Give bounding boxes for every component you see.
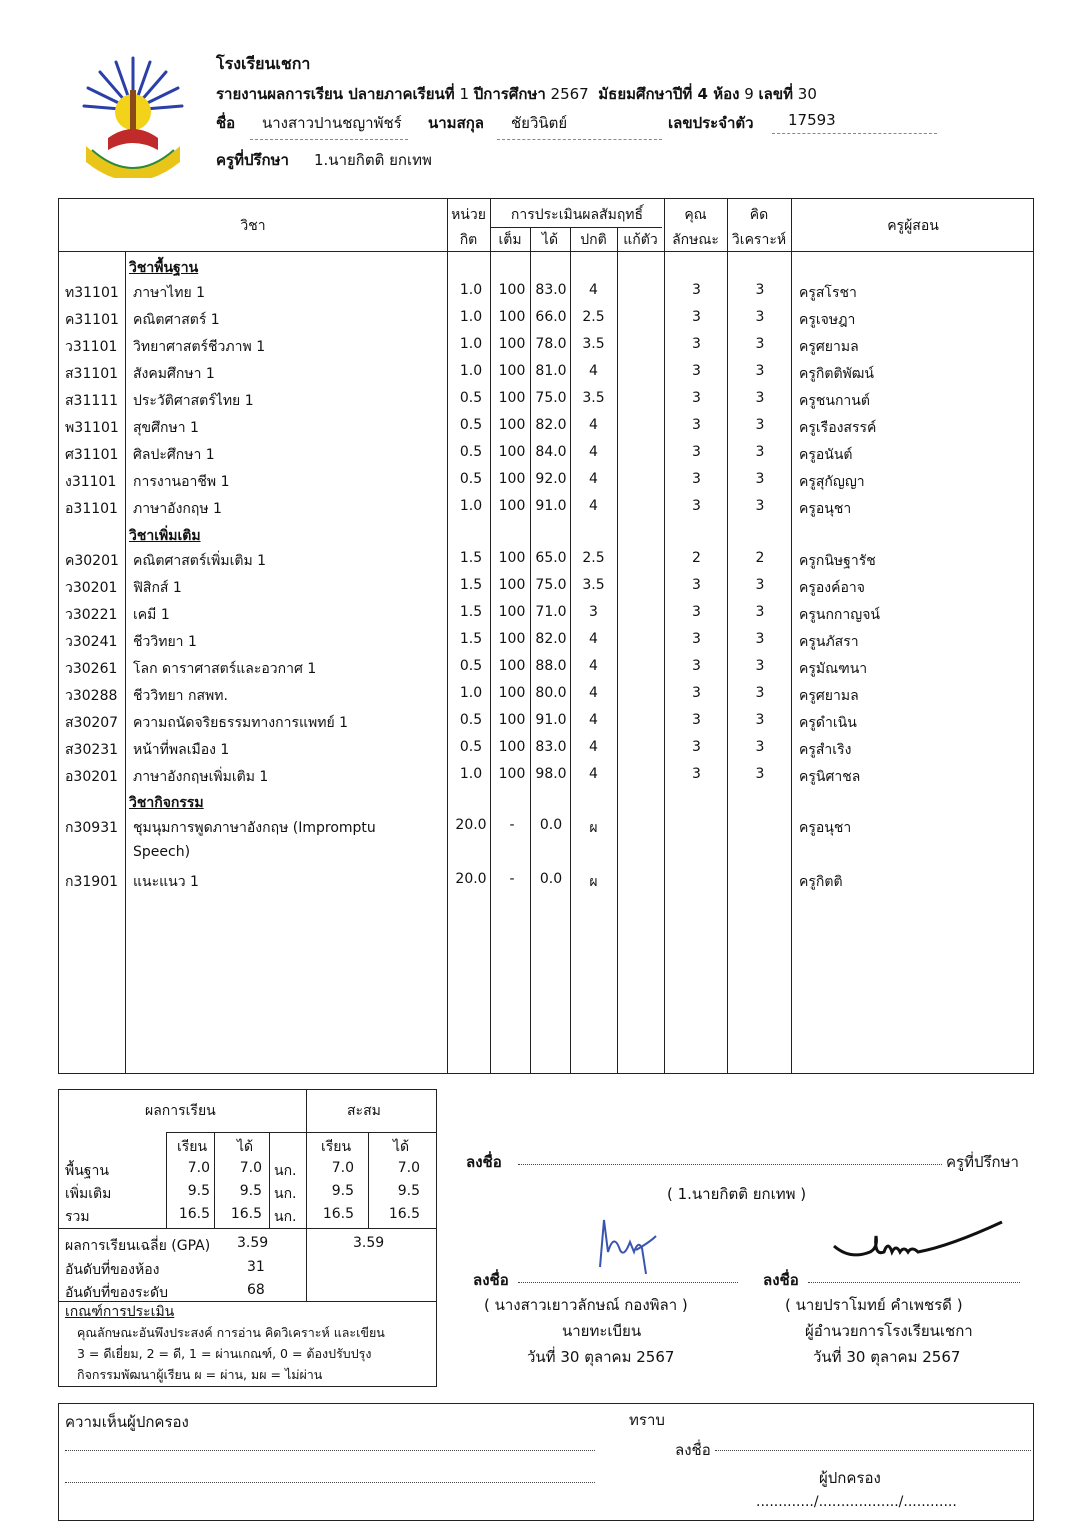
table-row	[59, 736, 1035, 763]
cell-got: 78.0	[535, 336, 567, 352]
cell-normal: 4	[589, 631, 598, 647]
got-label: ได้	[237, 1139, 254, 1155]
cell-credit: 1.5	[459, 631, 483, 647]
cell-credit: 1.5	[459, 550, 483, 566]
cell-teacher: ครูนิศาชล	[799, 769, 861, 785]
section-activity: วิชากิจกรรม	[129, 795, 204, 811]
cell-anal: 3	[755, 282, 765, 298]
header-char-1: คุณ	[684, 207, 707, 223]
total-label: รวม	[65, 1209, 90, 1225]
student-name: นางสาวปานชญาพัชร์	[250, 111, 408, 140]
cell-char: 3	[692, 631, 701, 647]
cell-got: 81.0	[535, 363, 567, 379]
cell-name: คณิตศาสตร์เพิ่มเติม 1	[133, 553, 267, 569]
id-label: เลขประจำตัว	[668, 114, 754, 132]
cell-teacher: ครูมัณฑนา	[799, 661, 868, 677]
header-credit-1: หน่วย	[451, 207, 486, 223]
cell-anal: 3	[755, 309, 765, 325]
rank-room-value: 31	[247, 1259, 265, 1275]
cum-study-label: เรียน	[321, 1139, 352, 1155]
cell-full: 100	[498, 685, 526, 701]
table-row	[59, 360, 1035, 387]
student-number: 30	[797, 85, 817, 103]
criteria-label: เกณฑ์การประเมิน	[65, 1304, 175, 1320]
cell-full: 100	[498, 577, 526, 593]
cell-anal: 3	[755, 604, 765, 620]
cell-full: 100	[498, 390, 526, 406]
cell-got: 0.0	[539, 871, 563, 887]
cell-char: 3	[692, 309, 701, 325]
cell-full: 100	[498, 336, 526, 352]
header-teacher: ครูผู้สอน	[887, 218, 939, 234]
table-row	[59, 814, 1035, 860]
cell-teacher: ครูอนุชา	[799, 501, 852, 517]
cell-credit: 1.0	[459, 336, 483, 352]
cell-credit: 20.0	[455, 871, 487, 887]
cum-gpa-value: 3.59	[353, 1235, 385, 1251]
advisor-name: 1.นายกิตติ ยกเทพ	[314, 151, 432, 169]
cell-got: 66.0	[535, 309, 567, 325]
registrar-signature	[590, 1212, 670, 1282]
cell-normal: 4	[589, 712, 598, 728]
student-surname: ชัยวินิตย์	[497, 111, 662, 140]
cell-anal: 3	[755, 766, 765, 782]
cell-char: 3	[692, 766, 701, 782]
table-row	[59, 601, 1035, 628]
report-title: รายงานผลการเรียน ปลายภาคเรียนที่	[216, 85, 455, 103]
cell-normal: 2.5	[582, 550, 605, 566]
basic-cum-study: 7.0	[331, 1160, 354, 1176]
cell-anal: 3	[755, 363, 765, 379]
cell-normal: 2.5	[582, 309, 605, 325]
basic-unit: นก.	[274, 1163, 297, 1179]
semester: 1	[459, 85, 469, 103]
grade-label: มัธยมศึกษาปีที่ 4 ห้อง	[598, 85, 740, 103]
cell-name: แนะแนว 1	[133, 874, 199, 890]
cell-full: 100	[498, 498, 526, 514]
cell-teacher: ครูสำเริง	[799, 742, 852, 758]
parent-sign-label: ลงชื่อ	[675, 1441, 711, 1459]
table-row	[59, 387, 1035, 414]
parent-date: ............./................../............	[756, 1494, 957, 1510]
cell-normal: ผ	[589, 820, 598, 836]
parent-box	[58, 1403, 1034, 1521]
cell-got: 98.0	[535, 766, 567, 782]
parent-opinion-label: ความเห็นผู้ปกครอง	[65, 1413, 189, 1431]
cell-got: 0.0	[539, 817, 563, 833]
section-basic: วิชาพื้นฐาน	[129, 260, 199, 276]
school-name: โรงเรียนเชกา	[216, 54, 311, 73]
cell-anal: 3	[755, 658, 765, 674]
cell-name: ภาษาอังกฤษ 1	[133, 501, 222, 517]
cell-credit: 1.0	[459, 363, 483, 379]
cell-got: 84.0	[535, 444, 567, 460]
cell-credit: 20.0	[455, 817, 487, 833]
rank-level-value: 68	[247, 1282, 265, 1298]
cell-code: ก31901	[65, 874, 119, 890]
cell-credit: 0.5	[459, 658, 483, 674]
cell-code: ว30241	[65, 634, 118, 650]
cell-normal: 4	[589, 658, 598, 674]
cell-normal: 3.5	[582, 390, 605, 406]
header-full: เต็ม	[498, 232, 522, 248]
cell-teacher: ครูศยามล	[799, 688, 859, 704]
school-logo	[78, 50, 188, 178]
table-row	[59, 574, 1035, 601]
cell-name: โลก ดาราศาสตร์และอวกาศ 1	[133, 661, 317, 677]
cell-anal: 3	[755, 498, 765, 514]
cell-char: 3	[692, 417, 701, 433]
cell-code: อ30201	[65, 769, 118, 785]
cell-credit: 0.5	[459, 390, 483, 406]
cell-got: 88.0	[535, 658, 567, 674]
cell-name: ฟิสิกส์ 1	[133, 580, 182, 596]
total-study: 16.5	[178, 1206, 210, 1222]
cell-normal: 3.5	[582, 336, 605, 352]
cell-full: 100	[498, 309, 526, 325]
cell-got: 83.0	[535, 282, 567, 298]
header-assessment: การประเมินผลสัมฤทธิ์	[510, 207, 644, 223]
cell-code: ส31101	[65, 366, 119, 382]
additional-cum-study: 9.5	[331, 1183, 354, 1199]
parent-role: ผู้ปกครอง	[819, 1469, 881, 1487]
cell-full: 100	[498, 417, 526, 433]
cell-teacher: ครูอนันต์	[799, 447, 853, 463]
cell-normal: 4	[589, 498, 598, 514]
table-row	[59, 868, 1035, 895]
table-row	[59, 414, 1035, 441]
cell-credit: 0.5	[459, 712, 483, 728]
cell-anal: 3	[755, 739, 765, 755]
cell-char: 3	[692, 390, 701, 406]
cell-got: 83.0	[535, 739, 567, 755]
table-row	[59, 468, 1035, 495]
cell-char: 3	[692, 336, 701, 352]
cell-got: 92.0	[535, 471, 567, 487]
cell-char: 3	[692, 658, 701, 674]
cell-credit: 0.5	[459, 471, 483, 487]
additional-got: 9.5	[239, 1183, 262, 1199]
table-row	[59, 495, 1035, 522]
cell-normal: 4	[589, 766, 598, 782]
cell-char: 3	[692, 282, 701, 298]
cell-full: 100	[498, 631, 526, 647]
table-row	[59, 547, 1035, 574]
cell-anal: 3	[755, 444, 765, 460]
cell-teacher: ครูกิตติพัฒน์	[799, 366, 874, 382]
year-label: ปีการศึกษา	[473, 85, 546, 103]
registrar-date: วันที่ 30 ตุลาคม 2567	[527, 1348, 675, 1366]
director-sign-line	[808, 1282, 1020, 1283]
cell-name: วิทยาศาสตร์ชีวภาพ 1	[133, 339, 266, 355]
cell-code: ส30207	[65, 715, 119, 731]
cell-char: 2	[692, 550, 701, 566]
cell-char: 3	[692, 471, 701, 487]
cell-normal: 4	[589, 471, 598, 487]
cell-code: ท31101	[65, 285, 119, 301]
cell-credit: 1.5	[459, 577, 483, 593]
cell-anal: 3	[755, 685, 765, 701]
cum-got-label: ได้	[393, 1139, 410, 1155]
cell-teacher: ครูชนกานต์	[799, 393, 870, 409]
report-title-line	[216, 82, 817, 106]
basic-cum-got: 7.0	[397, 1160, 420, 1176]
cell-code: ง31101	[65, 474, 117, 490]
cell-teacher: ครูอนุชา	[799, 820, 852, 836]
cell-normal: 3.5	[582, 577, 605, 593]
cell-full: -	[509, 871, 515, 887]
gpa-label: ผลการเรียนเฉลี่ย (GPA)	[65, 1238, 211, 1254]
cell-name: ภาษาไทย 1	[133, 285, 206, 301]
cell-anal: 2	[755, 550, 765, 566]
cell-name: ศิลปะศึกษา 1	[133, 447, 215, 463]
cell-code: ก30931	[65, 820, 119, 836]
cell-got: 82.0	[535, 631, 567, 647]
cell-full: 100	[498, 604, 526, 620]
cell-code: ว30288	[65, 688, 118, 704]
cell-char: 3	[692, 739, 701, 755]
cell-code: ว30221	[65, 607, 118, 623]
cell-normal: 4	[589, 444, 598, 460]
director-sign-label: ลงชื่อ	[763, 1271, 799, 1289]
cell-anal: 3	[755, 336, 765, 352]
total-cum-study: 16.5	[322, 1206, 354, 1222]
cell-got: 71.0	[535, 604, 567, 620]
cell-teacher: ครูองค์อาจ	[799, 580, 865, 596]
table-row	[59, 306, 1035, 333]
parent-sign-line[interactable]	[715, 1450, 1031, 1451]
table-row	[59, 333, 1035, 360]
name-label: ชื่อ	[216, 114, 236, 132]
total-unit: นก.	[274, 1209, 297, 1225]
acknowledge-label: ทราบ	[629, 1411, 665, 1429]
cell-got: 82.0	[535, 417, 567, 433]
student-id: 17593	[772, 111, 937, 134]
number-label: เลขที่	[758, 85, 794, 103]
cell-char: 3	[692, 712, 701, 728]
cell-credit: 1.0	[459, 309, 483, 325]
advisor-sign-label: ลงชื่อ	[466, 1153, 502, 1171]
cell-code: อ31101	[65, 501, 118, 517]
basic-got: 7.0	[239, 1160, 262, 1176]
cell-code: ค31101	[65, 312, 119, 328]
cell-anal: 3	[755, 471, 765, 487]
cell-name: หน้าที่พลเมือง 1	[133, 742, 230, 758]
cell-anal: 3	[755, 390, 765, 406]
director-date: วันที่ 30 ตุลาคม 2567	[813, 1348, 961, 1366]
additional-cum-got: 9.5	[397, 1183, 420, 1199]
criteria-1: คุณลักษณะอันพึงประสงค์ การอ่าน คิดวิเคราะห์ และเขียน	[77, 1325, 385, 1340]
year: 2567	[550, 85, 589, 103]
header-normal: ปกติ	[580, 232, 607, 248]
cell-code: พ31101	[65, 420, 119, 436]
table-row	[59, 682, 1035, 709]
cell-teacher: ครูสโรชา	[799, 285, 857, 301]
registrar-name: ( นางสาวเยาวลักษณ์ กองพิลา )	[484, 1296, 688, 1314]
cell-anal: 3	[755, 712, 765, 728]
table-row	[59, 763, 1035, 790]
cell-char: 3	[692, 363, 701, 379]
cell-normal: 4	[589, 685, 598, 701]
cell-name: ชีววิทยา 1	[133, 634, 197, 650]
study-label: เรียน	[177, 1139, 208, 1155]
cumulative-label: สะสม	[347, 1103, 381, 1119]
cell-full: -	[509, 817, 515, 833]
cell-code: ส30231	[65, 742, 119, 758]
cell-char: 3	[692, 498, 701, 514]
cell-normal: 3	[589, 604, 598, 620]
total-cum-got: 16.5	[388, 1206, 420, 1222]
cell-credit: 0.5	[459, 417, 483, 433]
cell-code: ศ31101	[65, 447, 119, 463]
cell-full: 100	[498, 766, 526, 782]
cell-normal: 4	[589, 417, 598, 433]
cell-name-cont: Speech)	[133, 844, 191, 860]
surname-label: นามสกุล	[428, 114, 484, 132]
cell-code: ค30201	[65, 553, 119, 569]
advisor-label: ครูที่ปรึกษา	[216, 151, 289, 169]
advisor-sign-name: ( 1.นายกิตติ ยกเทพ )	[667, 1185, 807, 1203]
header-got: ได้	[541, 232, 559, 248]
registrar-sign-line	[518, 1282, 738, 1283]
header-anal-2: วิเคราะห์	[731, 232, 787, 248]
cell-normal: 4	[589, 282, 598, 298]
cell-code: ว31101	[65, 339, 118, 355]
cell-full: 100	[498, 658, 526, 674]
grades-table	[58, 198, 1034, 1074]
cell-credit: 0.5	[459, 739, 483, 755]
rank-level-label: อันดับที่ของระดับ	[65, 1285, 169, 1301]
cell-got: 75.0	[535, 390, 567, 406]
cell-teacher: ครูสุกัญญา	[799, 474, 865, 490]
additional-unit: นก.	[274, 1186, 297, 1202]
cell-teacher: ครูเรืองสรรค์	[799, 420, 877, 436]
cell-full: 100	[498, 444, 526, 460]
additional-label: เพิ่มเติม	[65, 1186, 112, 1202]
cell-name: เคมี 1	[133, 607, 170, 623]
director-role: ผู้อำนวยการโรงเรียนเชกา	[805, 1322, 973, 1340]
advisor-role: ครูที่ปรึกษา	[946, 1153, 1019, 1171]
cell-char: 3	[692, 604, 701, 620]
cell-credit: 1.0	[459, 282, 483, 298]
cell-char: 3	[692, 685, 701, 701]
basic-study: 7.0	[187, 1160, 210, 1176]
header-credit-2: กิต	[459, 232, 478, 248]
room: 9	[744, 85, 754, 103]
cell-teacher: ครูกนิษฐารัช	[799, 553, 876, 569]
summary-box	[58, 1089, 437, 1387]
cell-name: ความถนัดจริยธรรมทางการแพทย์ 1	[133, 715, 349, 731]
cell-name: ภาษาอังกฤษเพิ่มเติม 1	[133, 769, 269, 785]
total-got: 16.5	[230, 1206, 262, 1222]
cell-credit: 0.5	[459, 444, 483, 460]
criteria-2: 3 = ดีเยี่ยม, 2 = ดี, 1 = ผ่านเกณฑ์, 0 = ต้องปรับปรุง	[77, 1346, 372, 1361]
cell-teacher: ครูเจษฎา	[799, 312, 856, 328]
rank-room-label: อันดับที่ของห้อง	[65, 1262, 160, 1278]
cell-full: 100	[498, 712, 526, 728]
gpa-value: 3.59	[237, 1235, 269, 1251]
parent-opinion-line-1[interactable]	[65, 1450, 595, 1451]
cell-normal: ผ	[589, 874, 598, 890]
additional-study: 9.5	[187, 1183, 210, 1199]
director-signature	[830, 1216, 1010, 1276]
cell-full: 100	[498, 471, 526, 487]
cell-credit: 1.0	[459, 685, 483, 701]
table-row	[59, 441, 1035, 468]
header-fix: แก้ตัว	[623, 232, 658, 248]
advisor-sign-line	[518, 1164, 942, 1165]
cell-got: 80.0	[535, 685, 567, 701]
cell-code: ว30201	[65, 580, 118, 596]
cell-credit: 1.5	[459, 604, 483, 620]
cell-name: การงานอาชีพ 1	[133, 474, 230, 490]
cell-normal: 4	[589, 363, 598, 379]
cell-got: 65.0	[535, 550, 567, 566]
parent-opinion-line-2[interactable]	[65, 1482, 595, 1483]
cell-code: ว30261	[65, 661, 118, 677]
cell-teacher: ครูศยามล	[799, 339, 859, 355]
table-row	[59, 628, 1035, 655]
cell-name: คณิตศาสตร์ 1	[133, 312, 220, 328]
cell-char: 3	[692, 444, 701, 460]
cell-got: 75.0	[535, 577, 567, 593]
cell-got: 91.0	[535, 498, 567, 514]
cell-name: ชุมนุมการพูดภาษาอังกฤษ (Impromptu	[133, 820, 376, 836]
header-subject: วิชา	[240, 218, 266, 234]
registrar-role: นายทะเบียน	[562, 1322, 642, 1340]
cell-name: สุขศึกษา 1	[133, 420, 199, 436]
cell-anal: 3	[755, 577, 765, 593]
cell-credit: 1.0	[459, 498, 483, 514]
cell-name: ชีววิทยา กสพท.	[133, 688, 228, 704]
header-anal-1: คิด	[749, 207, 769, 223]
table-row	[59, 279, 1035, 306]
results-label: ผลการเรียน	[145, 1103, 216, 1119]
cell-full: 100	[498, 363, 526, 379]
cell-normal: 4	[589, 739, 598, 755]
cell-full: 100	[498, 739, 526, 755]
cell-teacher: ครูนภัสรา	[799, 634, 859, 650]
cell-name: ประวัติศาสตร์ไทย 1	[133, 393, 254, 409]
header-char-2: ลักษณะ	[672, 232, 719, 248]
cell-anal: 3	[755, 631, 765, 647]
table-row	[59, 655, 1035, 682]
cell-credit: 1.0	[459, 766, 483, 782]
cell-teacher: ครูกิตติ	[799, 874, 843, 890]
cell-got: 91.0	[535, 712, 567, 728]
cell-teacher: ครูนกกาญจน์	[799, 607, 880, 623]
cell-code: ส31111	[65, 393, 119, 409]
cell-full: 100	[498, 550, 526, 566]
section-additional: วิชาเพิ่มเติม	[129, 528, 201, 544]
cell-char: 3	[692, 577, 701, 593]
table-row	[59, 709, 1035, 736]
cell-anal: 3	[755, 417, 765, 433]
cell-teacher: ครูดำเนิน	[799, 715, 857, 731]
cell-name: สังคมศึกษา 1	[133, 366, 215, 382]
cell-full: 100	[498, 282, 526, 298]
director-name: ( นายปราโมทย์ คำเพชรดี )	[785, 1296, 963, 1314]
criteria-3: กิจกรรมพัฒนาผู้เรียน ผ = ผ่าน, มผ = ไม่ผ่าน	[77, 1367, 323, 1382]
basic-label: พื้นฐาน	[65, 1163, 109, 1179]
registrar-sign-label: ลงชื่อ	[473, 1271, 509, 1289]
